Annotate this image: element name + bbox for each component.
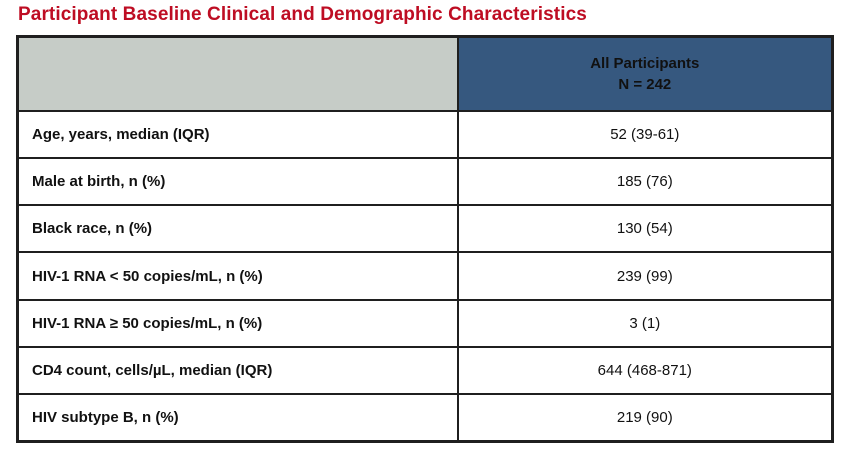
table-row [18,347,833,394]
row-label: Black race, n (%) [18,205,458,252]
row-label: CD4 count, cells/µL, median (IQR) [18,347,458,394]
row-label: Male at birth, n (%) [18,158,458,205]
page-title: Participant Baseline Clinical and Demographic Characteristics [18,4,587,25]
table-row [18,158,833,205]
row-value: 130 (54) [458,205,833,252]
row-value: 239 (99) [458,252,833,299]
table-row [18,394,833,441]
row-value: 3 (1) [458,300,833,347]
header-group-label: All Participants [590,54,700,72]
row-label: HIV-1 RNA ≥ 50 copies/mL, n (%) [18,300,458,347]
row-label: HIV-1 RNA < 50 copies/mL, n (%) [18,252,458,299]
characteristics-table [16,35,834,443]
table-row [18,300,833,347]
header-empty-cell [18,37,458,111]
table-row [18,205,833,252]
slide [0,4,848,474]
table-header-row [18,37,833,111]
row-value: 644 (468-871) [458,347,833,394]
row-label: Age, years, median (IQR) [18,111,458,158]
table-row [18,111,833,158]
header-all-participants-cell [458,37,833,111]
row-value: 52 (39-61) [458,111,833,158]
header-n-label: N = 242 [618,75,672,93]
row-value: 185 (76) [458,158,833,205]
row-label: HIV subtype B, n (%) [18,394,458,441]
table-row [18,252,833,299]
row-value: 219 (90) [458,394,833,441]
